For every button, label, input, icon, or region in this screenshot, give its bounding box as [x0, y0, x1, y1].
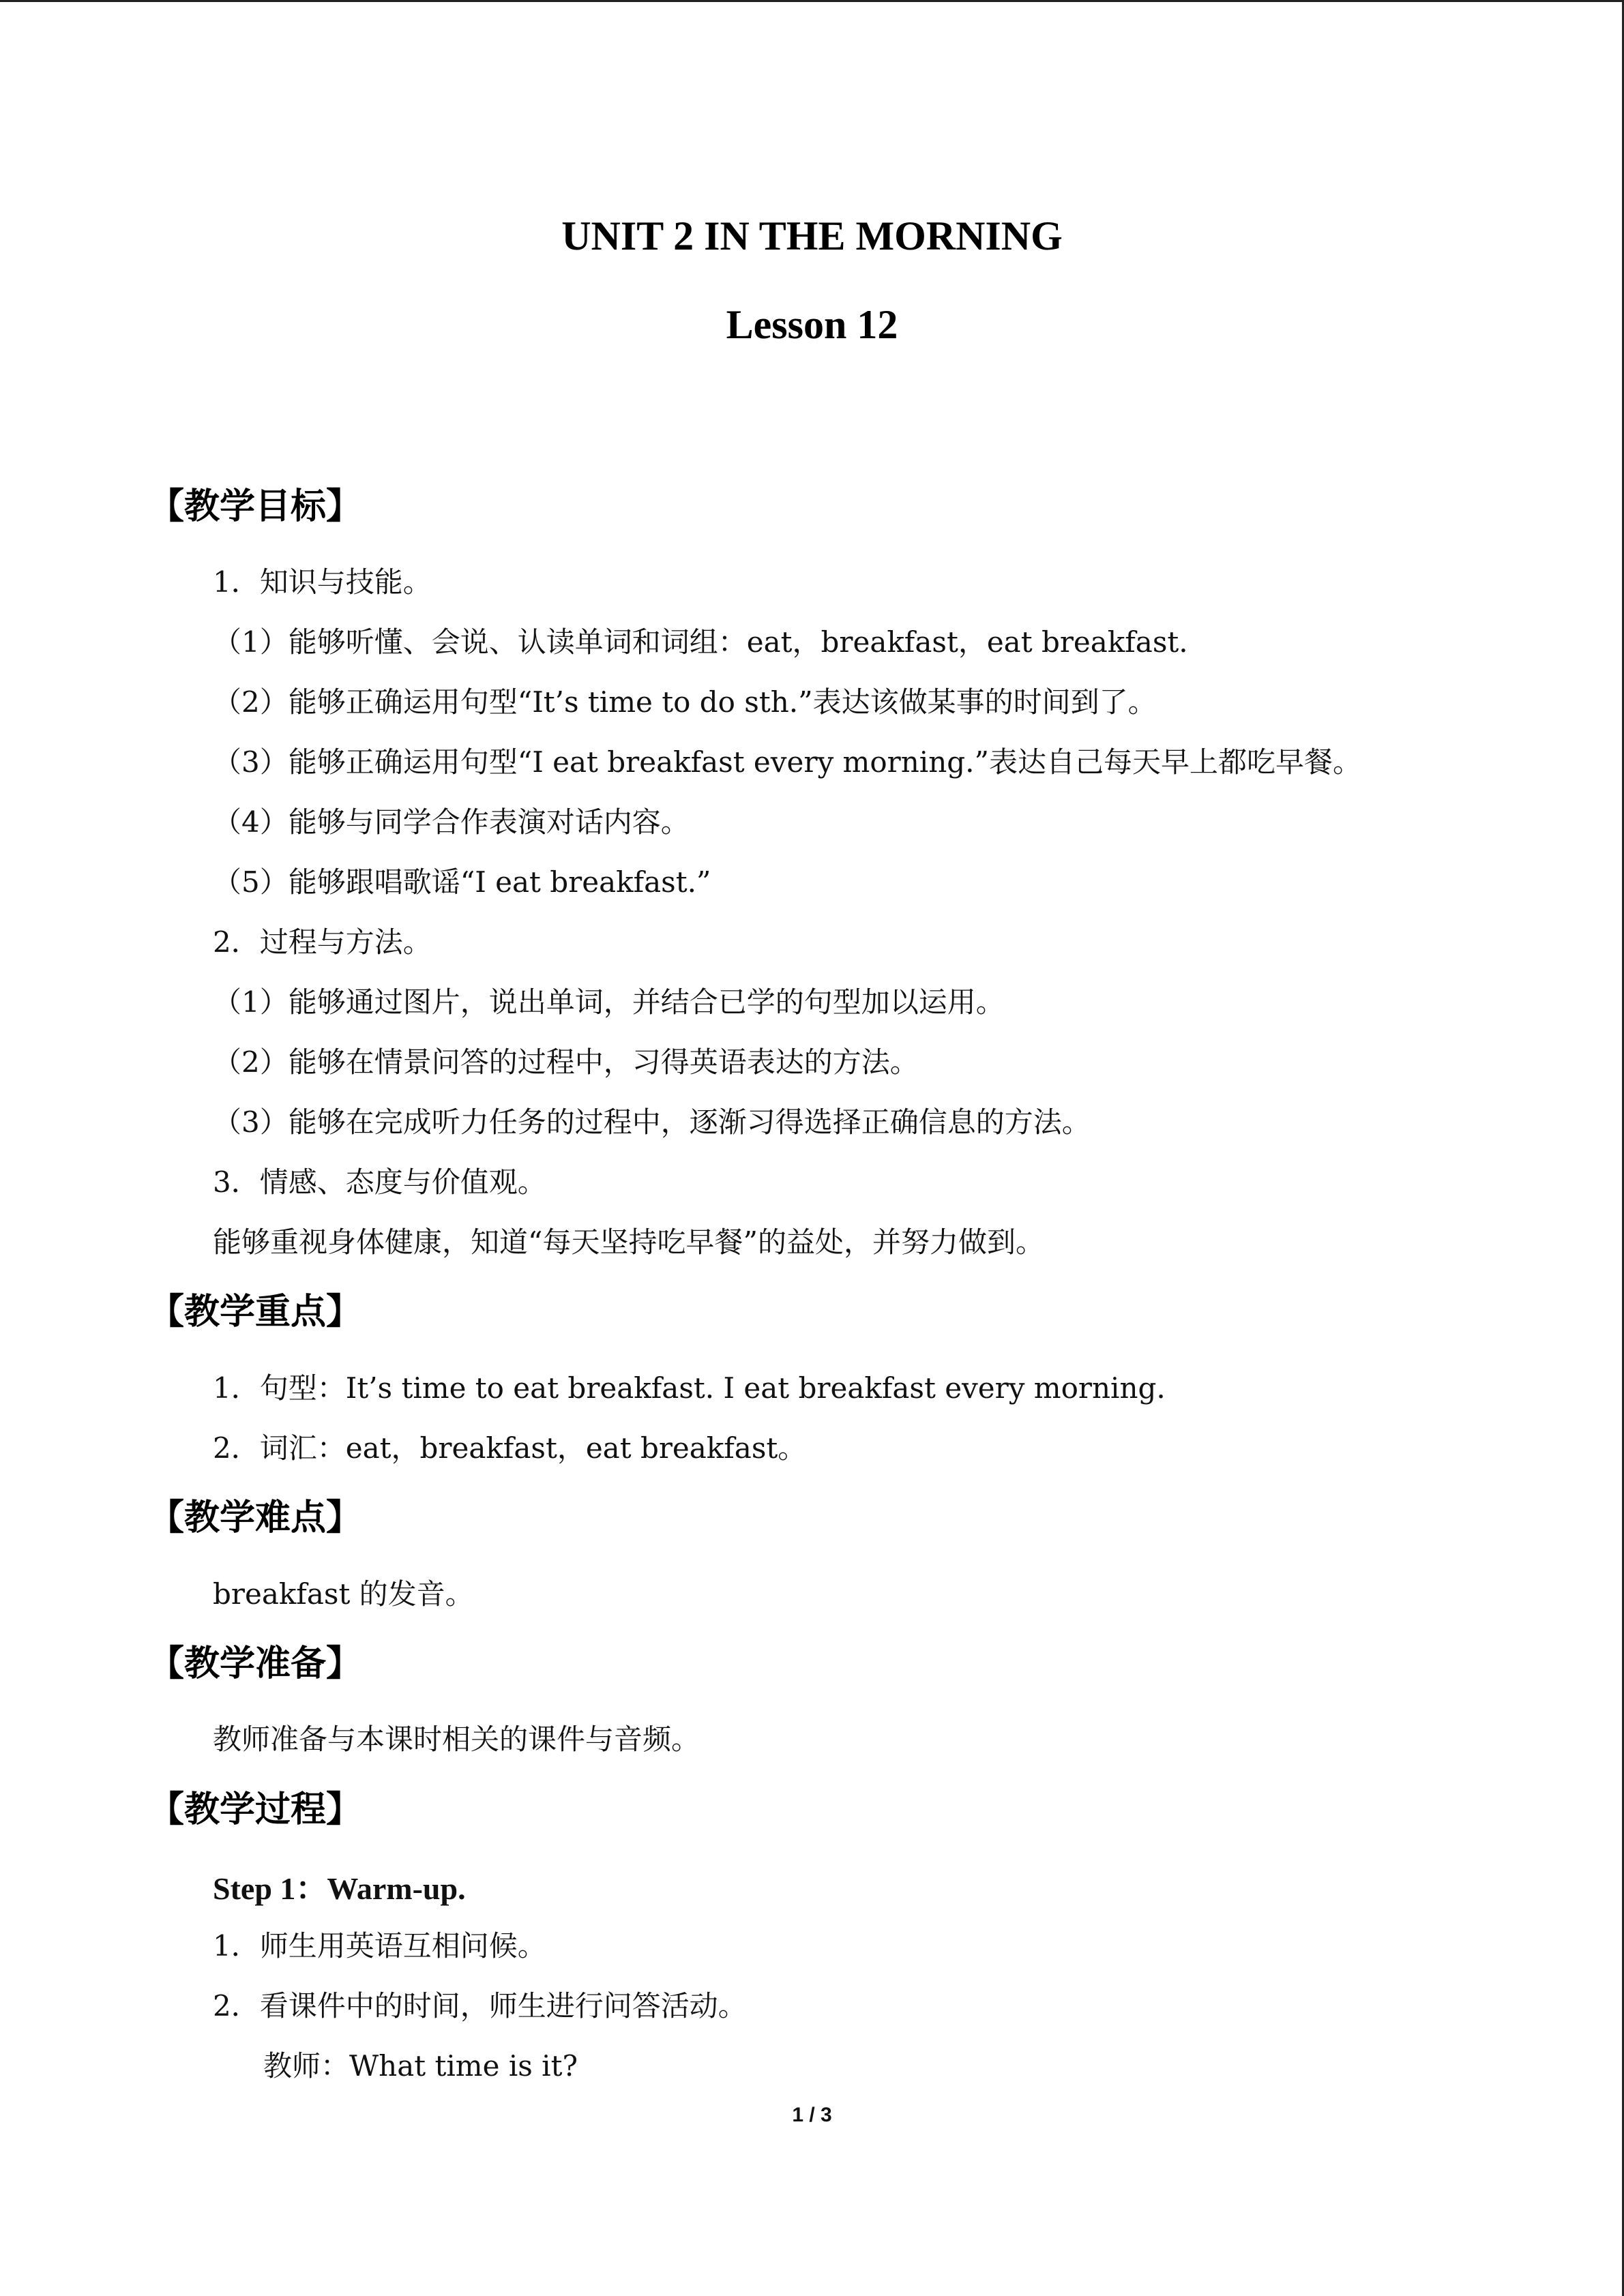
step-title: Step 1：Warm-up.	[213, 1871, 466, 1906]
goal-line: 1．知识与技能。	[213, 565, 432, 599]
goal-line: （4）能够与同学合作表演对话内容。	[213, 805, 690, 839]
heading-process: 【教学过程】	[149, 1789, 362, 1830]
heading-goals: 【教学目标】	[149, 486, 362, 527]
process-line: 教师：What time is it?	[263, 2049, 578, 2083]
goal-line: （1）能够通过图片，说出单词，并结合已学的句型加以运用。	[213, 985, 1005, 1019]
goal-line: （5）能够跟唱歌谣“I eat breakfast.”	[213, 865, 711, 899]
goal-line: 2．过程与方法。	[213, 925, 432, 959]
heading-preparation: 【教学准备】	[149, 1643, 362, 1684]
goal-line: （1）能够听懂、会说、认读单词和词组：eat，breakfast，eat breakfast.	[213, 625, 1188, 659]
lesson-subtitle: Lesson 12	[726, 302, 898, 347]
page-number: 1 / 3	[792, 2104, 832, 2126]
difficulty-line: breakfast 的发音。	[213, 1577, 474, 1611]
heading-difficulties: 【教学难点】	[149, 1497, 362, 1538]
goal-line: 3．情感、态度与价值观。	[213, 1165, 546, 1199]
document-title: UNIT 2 IN THE MORNING	[561, 213, 1063, 258]
goal-line: （3）能够正确运用句型“I eat breakfast every morning.”表达自己每天早上都吃早餐。	[213, 745, 1361, 779]
process-line: 1．师生用英语互相问候。	[213, 1929, 546, 1963]
goal-line: （3）能够在完成听力任务的过程中，逐渐习得选择正确信息的方法。	[213, 1105, 1091, 1139]
key-point-line: 2．词汇：eat，breakfast，eat breakfast。	[213, 1431, 807, 1465]
heading-key-points: 【教学重点】	[149, 1292, 362, 1332]
page-top-border	[0, 0, 1624, 2]
goal-line: 能够重视身体健康，知道“每天坚持吃早餐”的益处，并努力做到。	[213, 1225, 1044, 1259]
process-line: 2．看课件中的时间，师生进行问答活动。	[213, 1989, 747, 2023]
goal-line: （2）能够正确运用句型“It’s time to do sth.”表达该做某事的时间到了。	[213, 685, 1157, 719]
goal-line: （2）能够在情景问答的过程中，习得英语表达的方法。	[213, 1045, 919, 1079]
preparation-line: 教师准备与本课时相关的课件与音频。	[213, 1723, 700, 1756]
key-point-line: 1．句型：It’s time to eat breakfast. I eat breakfast every morning.	[213, 1371, 1166, 1405]
